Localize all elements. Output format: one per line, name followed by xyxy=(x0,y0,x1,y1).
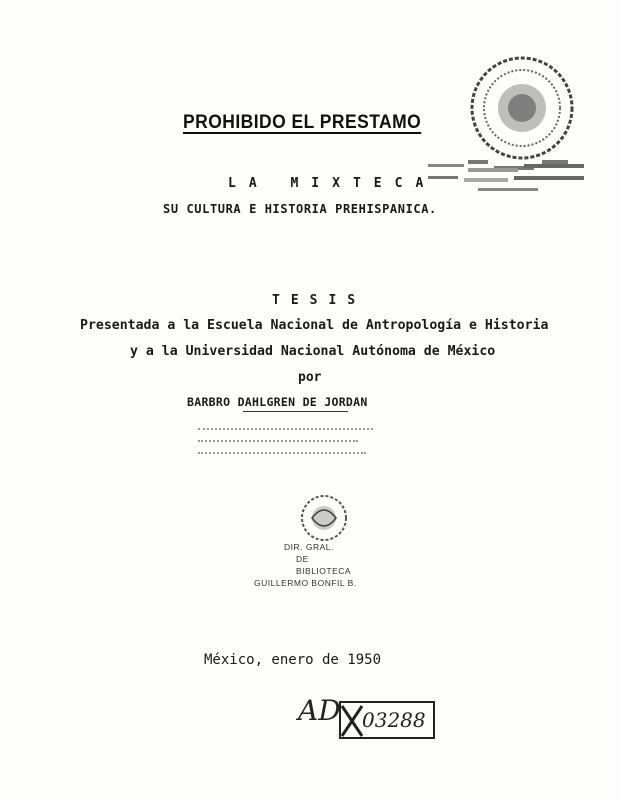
handwritten-number: 03288 xyxy=(362,708,426,732)
library-stamp-line-3: BIBLIOTECA xyxy=(296,566,352,576)
by-label: por xyxy=(298,370,322,385)
document-subtitle: SU CULTURA E HISTORIA PREHISPANICA. xyxy=(163,202,437,216)
document-title: LA MIXTECA xyxy=(228,176,437,191)
library-stamp-line-1: DIR. GRAL. xyxy=(284,542,334,552)
author-underline xyxy=(243,411,348,412)
place-and-date: México, enero de 1950 xyxy=(204,652,382,668)
tesis-label: TESIS xyxy=(272,293,367,308)
seal-caption-mark xyxy=(428,160,588,196)
no-loan-stamp: PROHIBIDO EL PRESTAMO xyxy=(183,112,422,133)
faded-stamp-text xyxy=(198,428,373,464)
presented-line-1: Presentada a la Escuela Nacional de Antropología e Historia xyxy=(80,318,549,333)
library-stamp-line-4: GUILLERMO BONFIL B. xyxy=(254,578,357,588)
presented-line-2: y a la Universidad Nacional Autónoma de México xyxy=(130,344,496,359)
author-name: BARBRO DAHLGREN DE JORDAN xyxy=(187,395,368,409)
library-stamp-line-2: DE xyxy=(296,554,309,564)
handwritten-prefix: AD xyxy=(298,694,341,727)
